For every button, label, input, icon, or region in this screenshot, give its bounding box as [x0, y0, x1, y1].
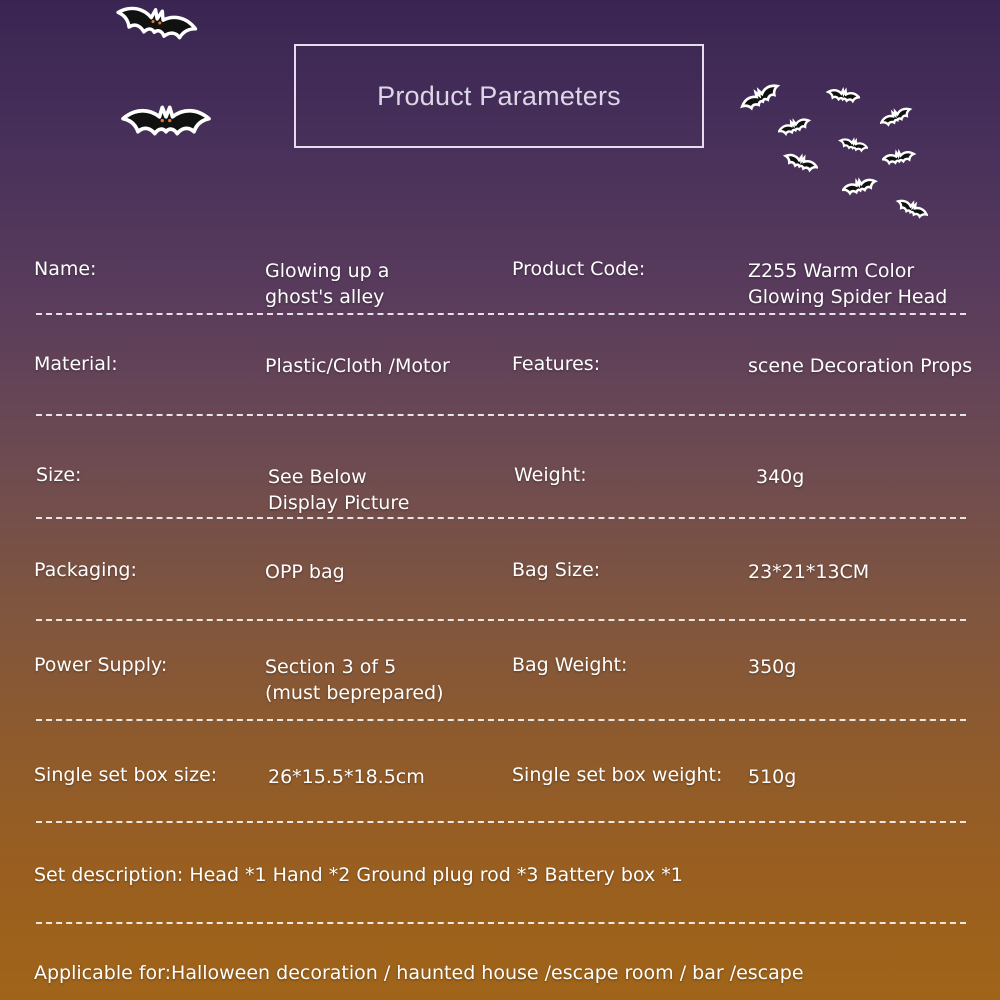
divider: [36, 719, 966, 721]
divider: [36, 821, 966, 823]
bat-icon: [826, 86, 860, 110]
value-name-line1: Glowing up a: [265, 260, 390, 282]
label-product-code: Product Code:: [512, 258, 646, 280]
label-material: Material:: [34, 353, 118, 375]
divider: [36, 619, 966, 621]
label-box-size: Single set box size:: [34, 764, 218, 786]
value-material: Plastic/Cloth /Motor: [265, 355, 450, 377]
label-name: Name:: [34, 258, 97, 280]
bat-icon: [118, 100, 214, 156]
value-name-line2: ghost's alley: [265, 286, 385, 308]
title-box: [294, 44, 704, 148]
value-size-line1: See Below: [268, 466, 367, 488]
value-product-code-line2: Glowing Spider Head: [748, 286, 948, 308]
label-bag-size: Bag Size:: [512, 559, 601, 581]
label-size: Size:: [36, 464, 82, 486]
value-packaging: OPP bag: [265, 561, 345, 583]
value-box-weight: 510g: [748, 766, 797, 788]
label-bag-weight: Bag Weight:: [512, 654, 628, 676]
label-packaging: Packaging:: [34, 559, 137, 581]
label-weight: Weight:: [514, 464, 587, 486]
bat-icon: [740, 84, 784, 116]
set-description: Set description: Head *1 Hand *2 Ground plug rod *3 Battery box *1: [34, 864, 683, 886]
bat-icon: [882, 148, 916, 172]
bat-icon: [838, 136, 868, 158]
value-size-line2: Display Picture: [268, 492, 410, 514]
value-bag-size: 23*21*13CM: [748, 561, 870, 583]
page-title: Product Parameters: [377, 80, 621, 111]
label-power-supply: Power Supply:: [34, 654, 168, 676]
bat-icon: [778, 116, 812, 142]
value-power-supply-line1: Section 3 of 5: [265, 656, 397, 678]
value-features: scene Decoration Props: [748, 355, 973, 377]
bat-icon: [894, 198, 928, 224]
divider: [36, 922, 966, 924]
divider: [36, 313, 966, 315]
value-box-size: 26*15.5*18.5cm: [268, 766, 425, 788]
bat-icon: [782, 152, 818, 178]
bat-icon: [880, 106, 914, 132]
value-weight: 340g: [756, 466, 805, 488]
value-product-code-line1: Z255 Warm Color: [748, 260, 915, 282]
label-features: Features:: [512, 353, 601, 375]
label-box-weight: Single set box weight:: [512, 764, 723, 786]
value-power-supply-line2: (must beprepared): [265, 682, 444, 704]
bat-icon: [112, 2, 198, 56]
applicable-for: Applicable for:Halloween decoration / haunted house /escape room / bar /escape: [34, 962, 804, 984]
bat-icon: [842, 176, 878, 202]
divider: [36, 517, 966, 519]
value-bag-weight: 350g: [748, 656, 797, 678]
divider: [36, 414, 966, 416]
